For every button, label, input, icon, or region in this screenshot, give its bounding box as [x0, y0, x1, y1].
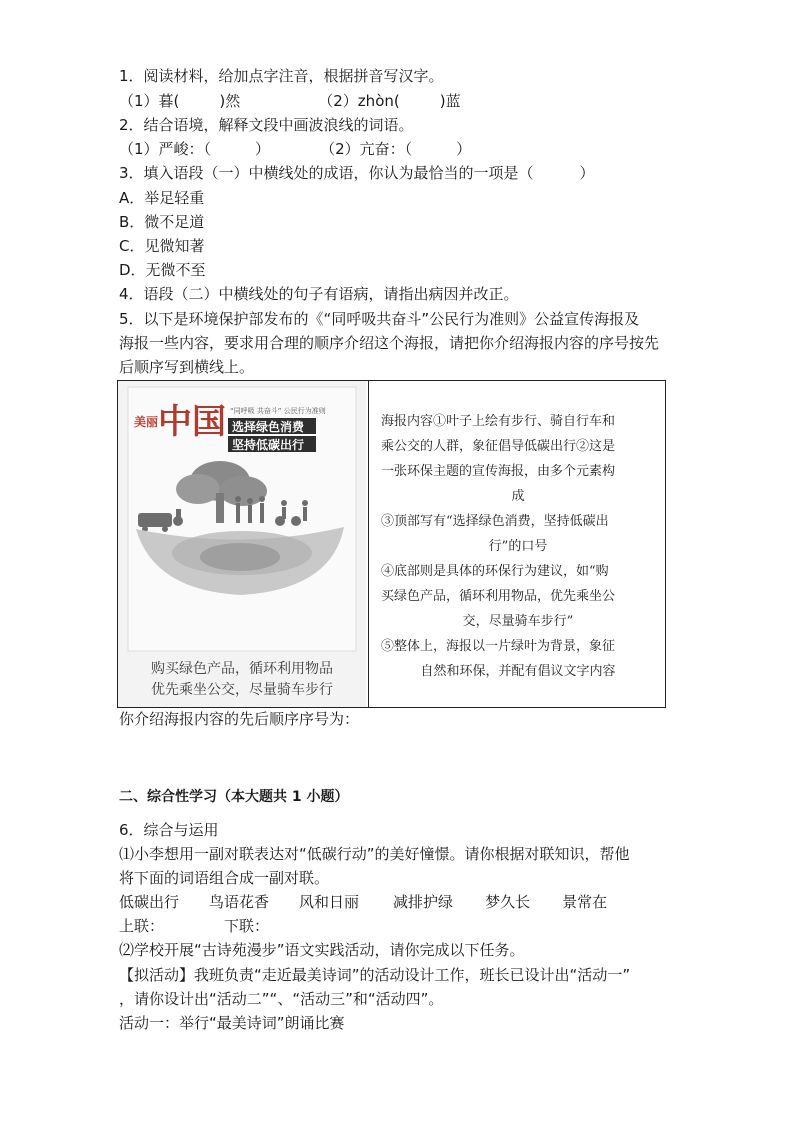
q2-item1: （1）严峻：（	[119, 140, 212, 158]
q3-option-a: A．举足轻重	[119, 189, 205, 207]
q3-stem-text: 3．填入语段（一）中横线处的成语，你认为最恰当的一项是（	[119, 164, 534, 182]
q1-item1-tail: )然	[219, 92, 241, 110]
poster-slogan2: 坚持低碳出行	[232, 438, 305, 452]
poster-top-small: “同呼吸 共奋斗” 公民行为准则	[230, 407, 326, 415]
q6-p2: ⑵学校开展“古诗苑漫步”语文实践活动，请你完成以下任务。	[119, 941, 525, 959]
logo-main-text: 中国	[158, 402, 226, 442]
q2-item2-tail: ）	[456, 140, 472, 158]
poster-description	[369, 381, 665, 684]
section2-heading: 二、综合性学习（本大题共 1 小题）	[119, 789, 349, 805]
desc-line: 行”的口号	[488, 539, 548, 554]
desc-line: 一张环保主题的宣传海报，由多个元素构	[381, 464, 616, 479]
poster-description-cell	[369, 381, 666, 708]
poster-image-cell	[118, 381, 369, 708]
q2-item1-tail: ）	[255, 140, 271, 158]
q3-stem-tail: ）	[579, 164, 595, 182]
desc-line: ③顶部写有“选择绿色消费，坚持低碳出	[381, 514, 609, 529]
q6-stem: 6．综合与运用	[119, 821, 219, 839]
q5-answer-prompt: 你介绍海报内容的先后顺序序号为：	[119, 710, 360, 728]
poster-image	[118, 381, 366, 707]
q1-item2: （2）zhòn(	[318, 92, 400, 110]
word-item: 景常在	[562, 893, 608, 911]
poster-bottom2: 优先乘坐公交，尽量骑车步行	[151, 682, 333, 698]
word-item: 鸟语花香	[209, 893, 270, 911]
q1-item1: （1）暮(	[119, 92, 180, 110]
q1-stem: 1．阅读材料，给加点字注音，根据拼音写汉字。	[119, 67, 444, 85]
desc-line: 成	[511, 489, 525, 504]
desc-line: 买绿色产品，循环利用物品，优先乘坐公	[381, 589, 616, 604]
q3-option-d: D．无微不至	[119, 261, 206, 279]
poster-table	[117, 380, 666, 708]
q6-p1-line2: 将下面的词语组合成一副对联。	[119, 869, 330, 887]
q6-word-list	[119, 892, 607, 912]
poster-slogan1: 选择绿色消费	[232, 420, 305, 434]
desc-line: ④底部则是具体的环保行为建议，如“购	[381, 564, 609, 579]
desc-line: 海报内容①叶子上绘有步行、骑自行车和	[381, 414, 616, 429]
q6-task-line2: ，请你设计出“活动二”“、“活动三”和“活动四”。	[119, 990, 444, 1008]
logo-side-text: 美丽	[134, 415, 159, 429]
word-item: 低碳出行	[119, 893, 180, 911]
q2-stem: 2．结合语境，解释文段中画波浪线的词语。	[119, 116, 414, 134]
q6-p1-line1: ⑴小李想用一副对联表达对“低碳行动”的美好憧憬。请你根据对联知识，帮他	[119, 845, 630, 863]
desc-line: 乘公交的人群，象征倡导低碳出行②这是	[381, 439, 616, 454]
q6-couplet-lines	[119, 916, 269, 936]
q2-item2: （2）亢奋：（	[320, 140, 413, 158]
q6-task-line1: 【拟活动】我班负责“走近最美诗词”的活动设计工作，班长已设计出“活动一”	[119, 966, 631, 984]
word-item: 减排护绿	[393, 893, 454, 911]
desc-line: ⑤整体上，海报以一片绿叶为背景，象征	[381, 639, 616, 654]
word-item: 风和日丽	[299, 893, 360, 911]
desc-line: 自然和环保，并配有倡议文字内容	[420, 664, 616, 679]
lower-couplet-label: 下联：	[224, 917, 270, 935]
q3-option-c: C．见微知著	[119, 237, 205, 255]
desc-line: 交，尽量骑车步行”	[462, 614, 574, 629]
word-item: 梦久长	[485, 893, 531, 911]
q1-item2-tail: )蓝	[439, 92, 461, 110]
q3-stem	[119, 163, 595, 183]
poster-bottom1: 购买绿色产品，循环利用物品	[151, 661, 333, 677]
q5-line1: 5．以下是环境保护部发布的《“同呼吸共奋斗”公民行为准则》公益宣传海报及	[119, 310, 640, 328]
poster-graphic	[118, 381, 366, 707]
q1-items	[119, 91, 461, 111]
q5-line2: 海报一些内容，要求用合理的顺序介绍这个海报，请把你介绍海报内容的序号按先	[119, 334, 660, 352]
q2-items	[119, 139, 471, 159]
q4-stem: 4．语段（二）中横线处的句子有语病，请指出病因并改正。	[119, 285, 519, 303]
q3-option-b: B．微不足道	[119, 213, 205, 231]
upper-couplet-label: 上联：	[119, 917, 165, 935]
q5-line3: 后顺序写到横线上。	[119, 358, 255, 376]
q6-activity1: 活动一：举行“最美诗词”朗诵比赛	[119, 1014, 345, 1032]
